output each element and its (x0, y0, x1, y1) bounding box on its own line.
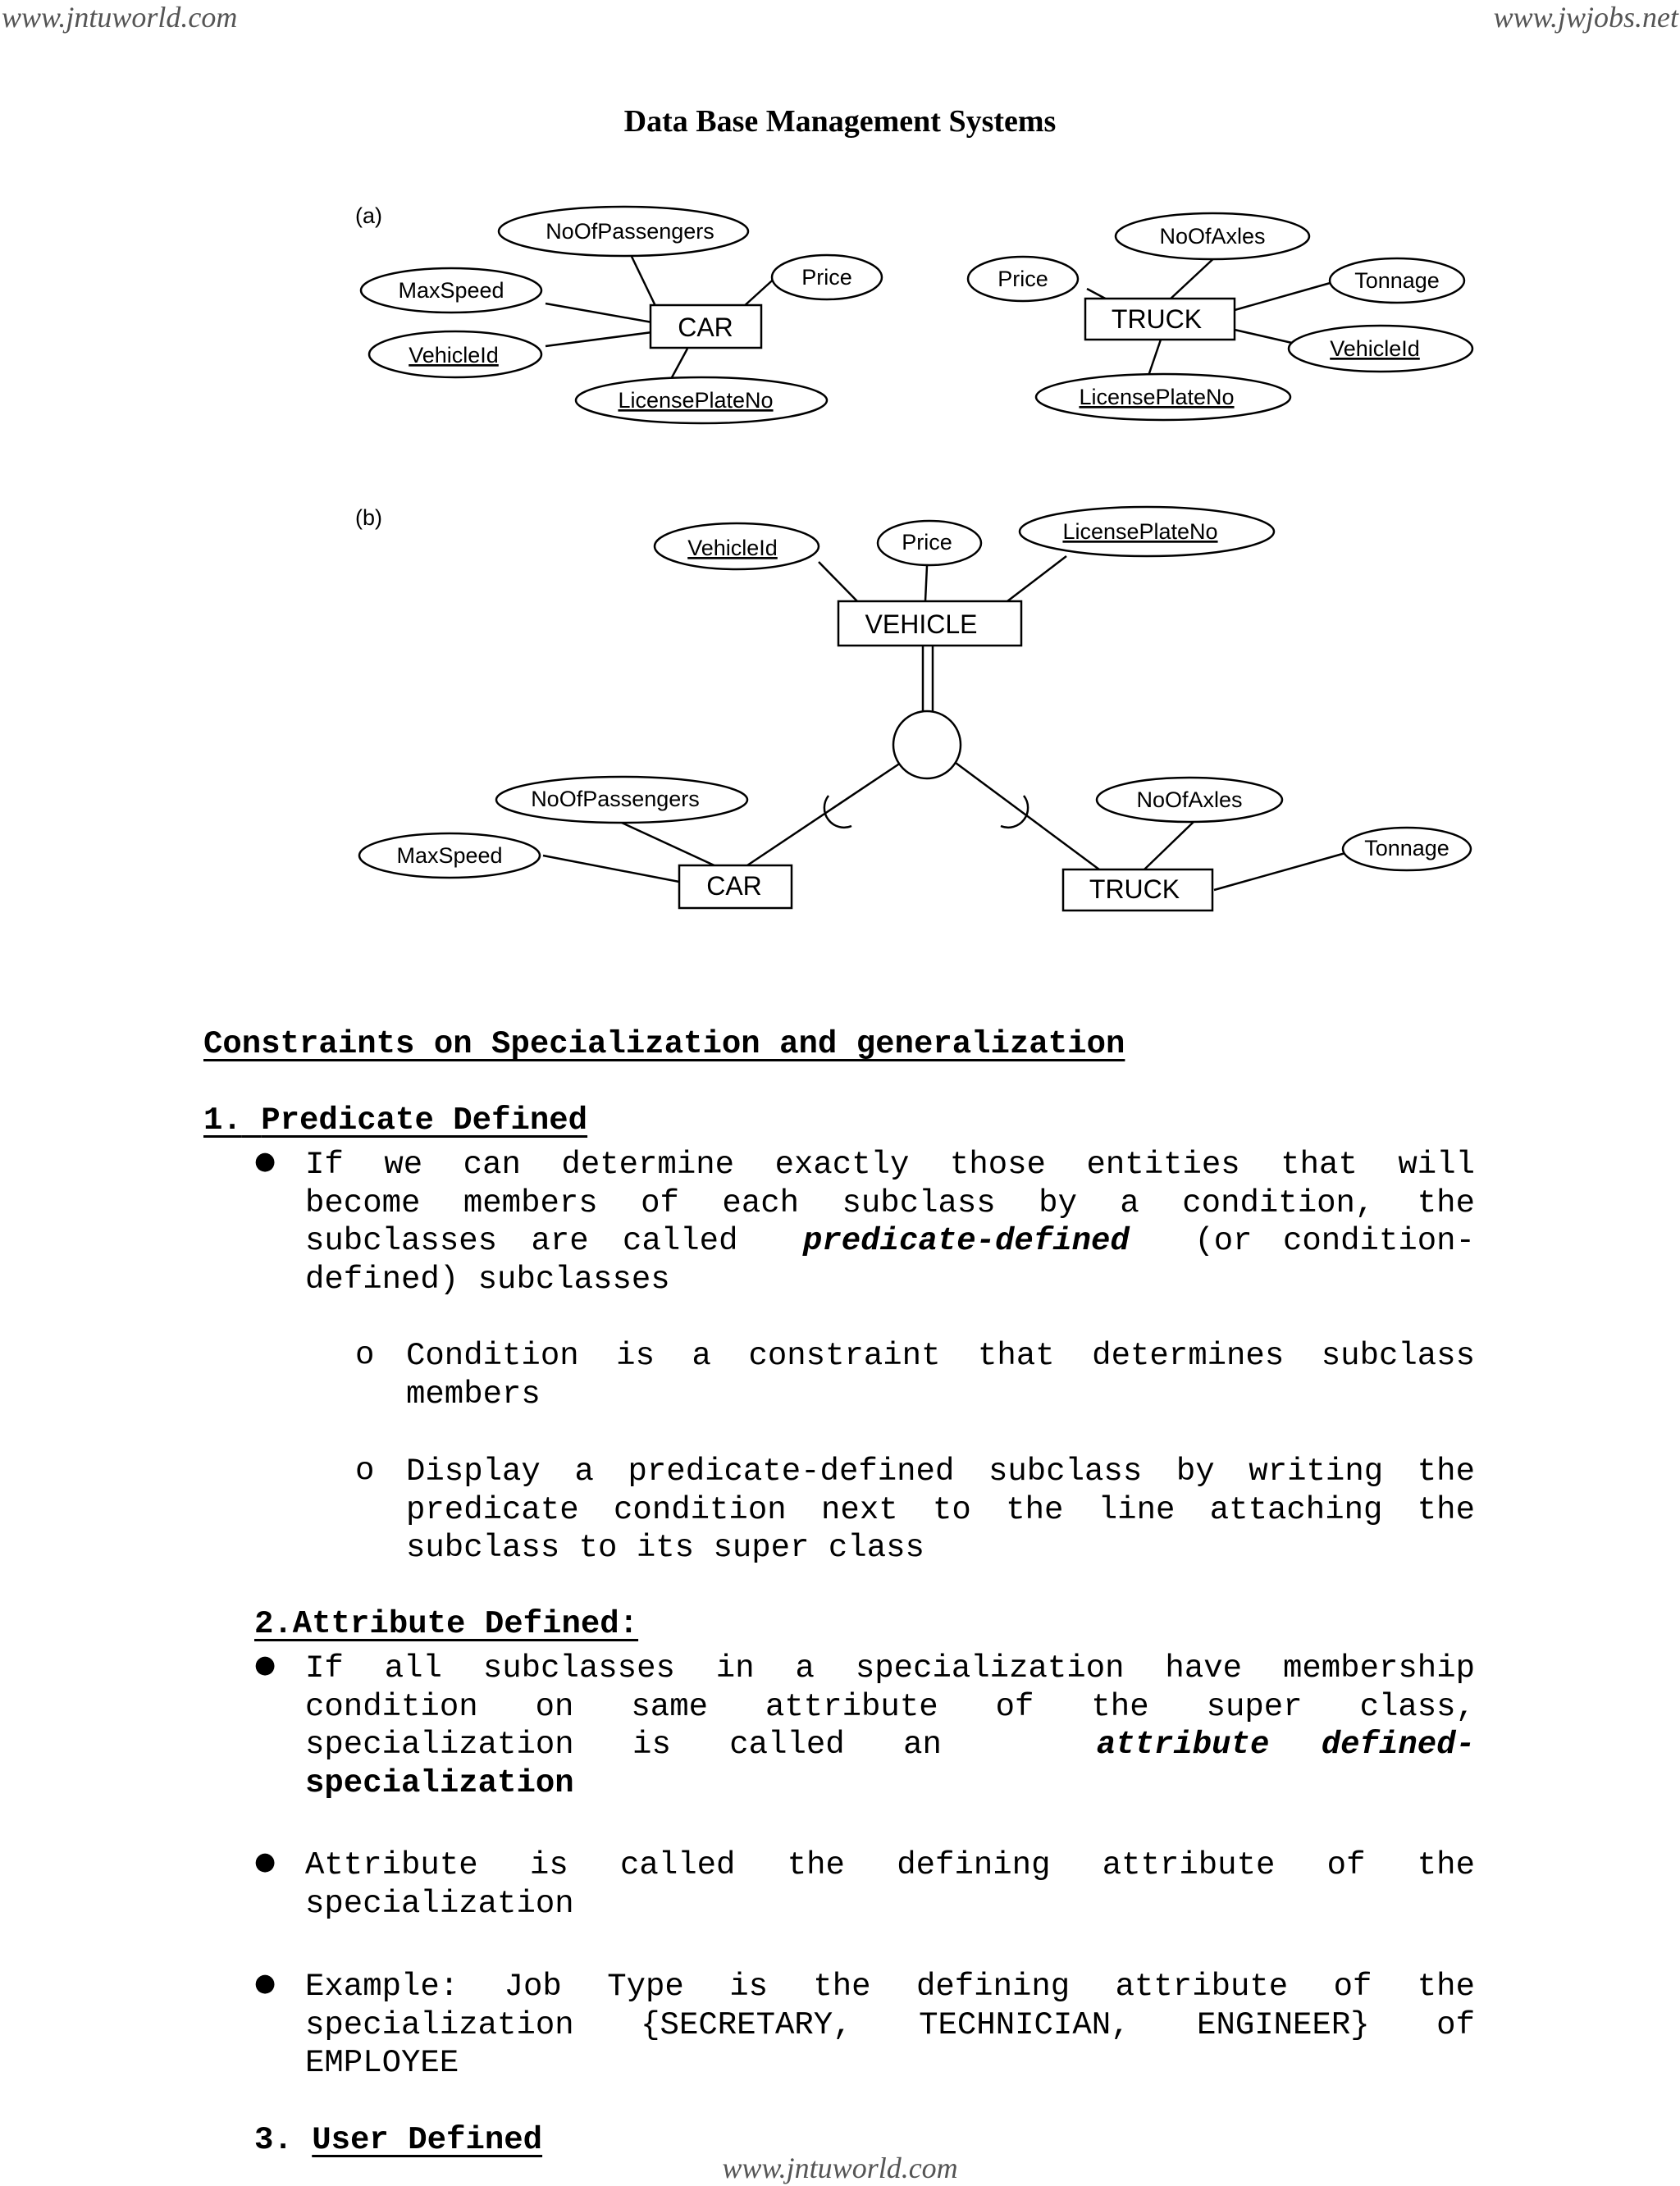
item1-bullet-line-3a: subclasses are called (305, 1223, 738, 1259)
item1-sub2-line-1: Display a predicate-defined subclass by writing the (406, 1454, 1475, 1490)
line-btruck-tonnage (1214, 853, 1345, 890)
entity-truck-a: TRUCK (1111, 304, 1203, 334)
predicate-defined-emphasis: predicate-defined (802, 1223, 1130, 1259)
item1-heading: Predicate Defined (261, 1102, 588, 1139)
attr-car-maxspeed: MaxSpeed (398, 278, 504, 303)
bullet-icon: ● (254, 1969, 276, 1997)
line-car-vehicleid (546, 332, 652, 346)
item1-sub2-line-3: subclass to its super class (406, 1530, 924, 1566)
attr-vehicle-vehicleid: VehicleId (687, 536, 778, 560)
line-circle-truck (956, 763, 1099, 869)
attr-car-license: LicensePlateNo (618, 388, 774, 413)
item2-b3-line-3: EMPLOYEE (305, 2045, 459, 2081)
line-vehicle-vehicleid (819, 562, 857, 601)
part-a-label: (a) (355, 203, 382, 228)
er-diagram (0, 0, 1680, 943)
line-truck-vehicleid (1235, 330, 1292, 343)
item1-sub1-line-1: Condition is a constraint that determines subclass (406, 1338, 1475, 1374)
attr-btruck-tonnage: Tonnage (1364, 836, 1449, 860)
entity-car-a: CAR (678, 313, 733, 342)
line-car-maxspeed (546, 303, 652, 322)
line-car-license (671, 349, 687, 379)
item3-number: 3. (254, 2122, 293, 2158)
attr-car-vehicleid: VehicleId (409, 343, 499, 367)
specialization-circle (893, 711, 961, 778)
attr-car-price: Price (801, 265, 852, 290)
item1-bullet-line-3 (305, 1222, 1475, 1260)
section-heading: Constraints on Specialization and generalization (203, 1026, 1125, 1062)
item2-b3-line-2: specialization {SECRETARY, TECHNICIAN, ENGINEER} of (305, 2007, 1475, 2043)
attr-vehicle-license: LicensePlateNo (1062, 519, 1218, 544)
item1-sub1-line-2: members (406, 1376, 541, 1412)
document-title: Data Base Management Systems (623, 104, 1057, 139)
item2-b1-line-3 (305, 1726, 1475, 1764)
entity-vehicle: VEHICLE (865, 609, 978, 639)
entity-truck-b: TRUCK (1089, 874, 1180, 904)
item1-sub2-line-2: predicate condition next to the line attaching the (406, 1492, 1475, 1528)
line-bcar-maxspeed (543, 856, 679, 882)
item2-b1-line-1: If all subclasses in a specialization have membership (305, 1650, 1475, 1686)
bullet-icon: ● (254, 1650, 276, 1679)
attr-btruck-axles: NoOfAxles (1136, 787, 1243, 812)
attr-bcar-passengers: NoOfPassengers (531, 787, 700, 811)
line-truck-license (1148, 340, 1161, 376)
attr-truck-license: LicensePlateNo (1079, 385, 1235, 409)
item1-bullet-line-4: defined) subclasses (305, 1262, 670, 1298)
bullet-icon: ● (254, 1847, 276, 1876)
line-truck-tonnage (1235, 282, 1333, 310)
item1-number: 1. (203, 1102, 242, 1139)
attr-truck-axles: NoOfAxles (1159, 224, 1266, 249)
item1-bullet-line-3b: (or condition- (1194, 1223, 1475, 1259)
item2-b2-line-2: specialization (305, 1886, 574, 1922)
footer-link[interactable]: www.jntuworld.com (722, 2152, 958, 2184)
item2-b1-line-3a: specialization is called an (305, 1727, 942, 1763)
item2-b2-line-1: Attribute is called the defining attribute of the (305, 1847, 1475, 1883)
item2-b3-line-1: Example: Job Type is the defining attribute of the (305, 1969, 1475, 2005)
item1-bullet-line-2: become members of each subclass by a condition, the (305, 1185, 1475, 1221)
attr-truck-price: Price (998, 267, 1048, 291)
entity-car-b: CAR (706, 871, 762, 901)
attr-vehicle-price: Price (902, 530, 952, 554)
specialization-emphasis: specialization (305, 1765, 574, 1801)
line-circle-car (745, 763, 901, 867)
item1-title (203, 1102, 587, 1139)
line-bcar-passengers (622, 823, 718, 867)
attribute-defined-emphasis: attribute defined- (1096, 1727, 1475, 1763)
sub-bullet-icon: o (355, 1337, 375, 1373)
item3-heading: User Defined (312, 2122, 543, 2158)
item1-bullet-line-1: If we can determine exactly those entities that will (305, 1147, 1475, 1183)
line-truck-axles (1169, 254, 1218, 300)
attr-bcar-maxspeed: MaxSpeed (396, 843, 503, 868)
line-vehicle-price (925, 566, 927, 601)
attr-truck-vehicleid: VehicleId (1330, 336, 1420, 361)
line-btruck-axles (1144, 822, 1194, 869)
line-vehicle-license (1007, 556, 1066, 601)
item2-b1-line-2: condition on same attribute of the super class, (305, 1689, 1475, 1725)
part-b-label: (b) (355, 505, 382, 530)
sub-bullet-icon: o (355, 1453, 375, 1489)
attr-truck-tonnage: Tonnage (1354, 268, 1440, 293)
item2-heading: 2.Attribute Defined: (254, 1606, 639, 1642)
header-left-link[interactable]: www.jntuworld.com (2, 1, 238, 34)
attr-car-passengers: NoOfPassengers (546, 219, 714, 244)
header-right-link[interactable]: www.jwjobs.net (1493, 1, 1678, 34)
bullet-icon: ● (254, 1147, 276, 1175)
